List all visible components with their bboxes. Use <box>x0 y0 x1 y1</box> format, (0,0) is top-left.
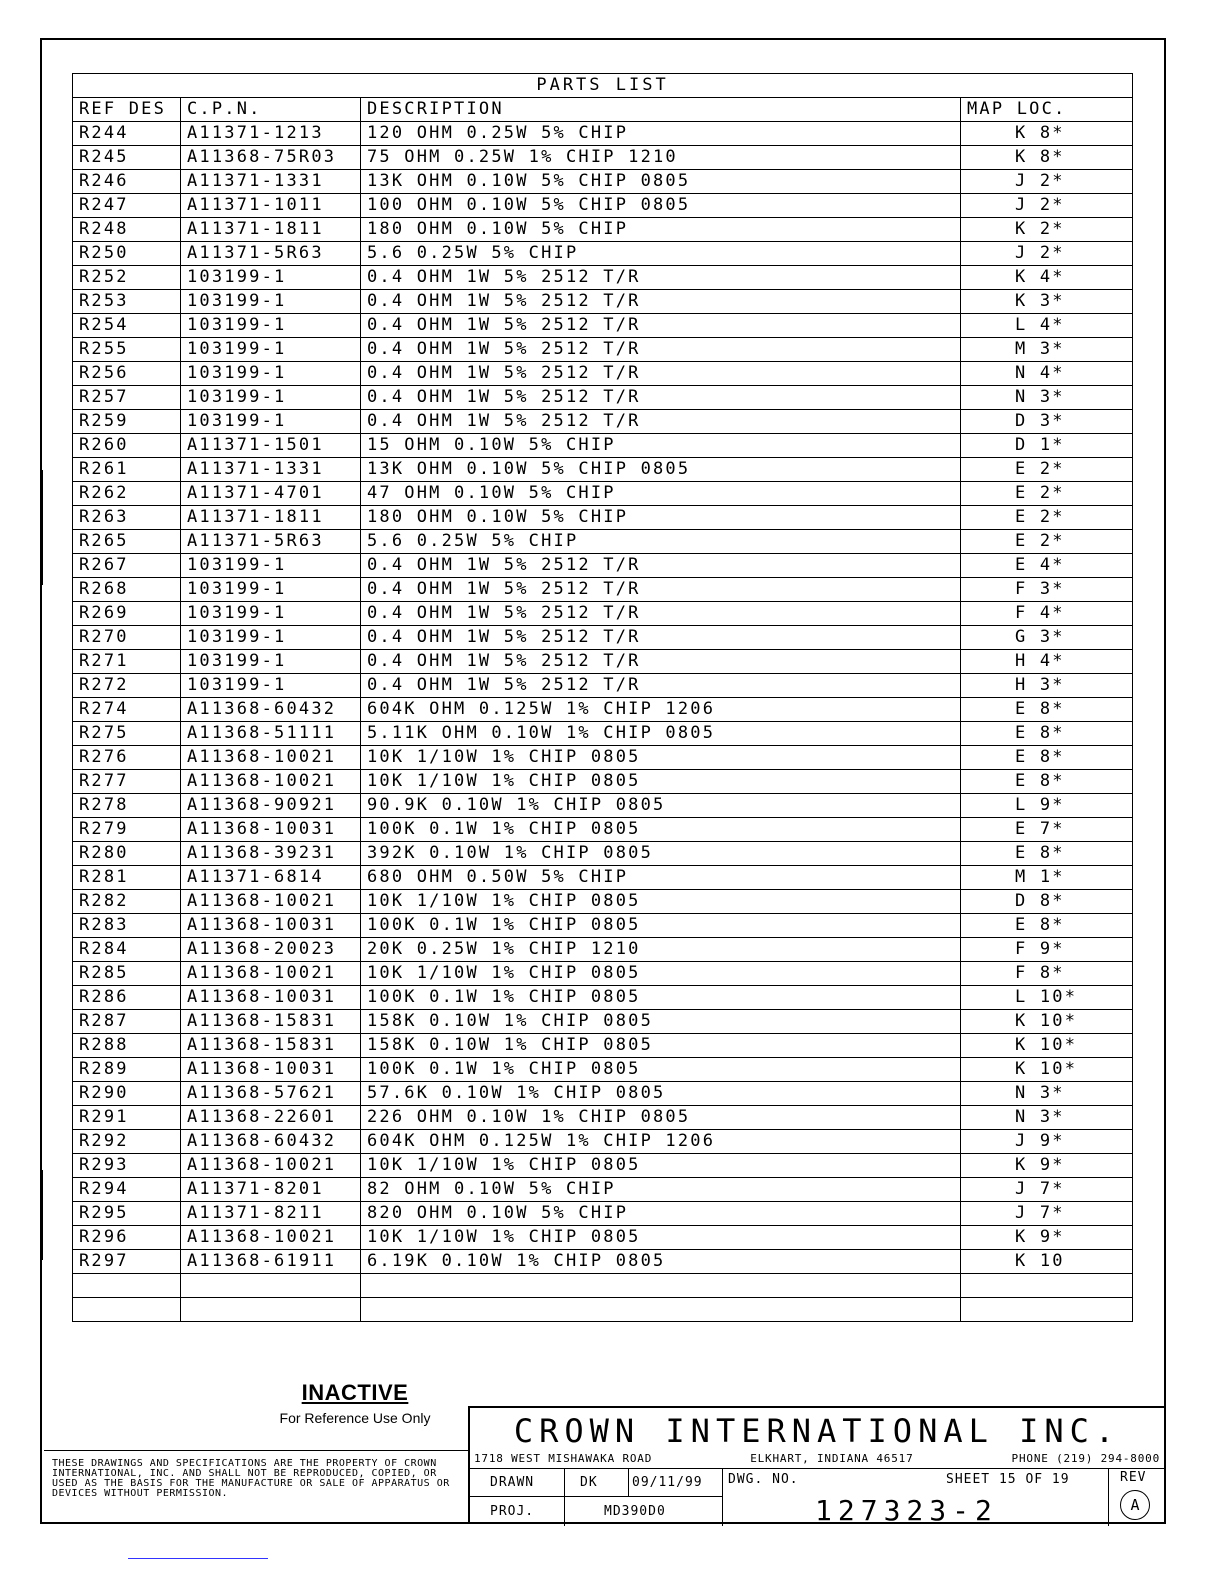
cell-ref-des: R259 <box>73 410 181 434</box>
header-ref-des: REF DES <box>73 98 181 122</box>
cell-cpn: A11368-75R03 <box>181 146 361 170</box>
cell-cpn: A11368-10021 <box>181 746 361 770</box>
cell-map-loc: K 2* <box>961 218 1133 242</box>
cell-cpn: 103199-1 <box>181 578 361 602</box>
inactive-subtitle: For Reference Use Only <box>279 1410 431 1426</box>
cell-ref-des <box>73 1274 181 1298</box>
cell-map-loc: E 8* <box>961 698 1133 722</box>
cell-cpn: A11368-10031 <box>181 818 361 842</box>
cell-description: 10K 1/10W 1% CHIP 0805 <box>361 770 961 794</box>
cell-map-loc: E 2* <box>961 458 1133 482</box>
cell-map-loc: N 4* <box>961 362 1133 386</box>
margin-mark <box>40 1170 43 1260</box>
cell-description: 0.4 OHM 1W 5% 2512 T/R <box>361 578 961 602</box>
table-row <box>73 1202 1133 1226</box>
cell-map-loc: K 3* <box>961 290 1133 314</box>
table-row <box>73 266 1133 290</box>
table-row <box>73 722 1133 746</box>
cell-map-loc: K 10* <box>961 1034 1133 1058</box>
cell-map-loc: E 2* <box>961 506 1133 530</box>
cell-description: 604K OHM 0.125W 1% CHIP 1206 <box>361 1130 961 1154</box>
cell-description: 13K OHM 0.10W 5% CHIP 0805 <box>361 170 961 194</box>
cell-description: 5.11K OHM 0.10W 1% CHIP 0805 <box>361 722 961 746</box>
cell-cpn: A11368-51111 <box>181 722 361 746</box>
cell-ref-des: R275 <box>73 722 181 746</box>
cell-map-loc: H 3* <box>961 674 1133 698</box>
cell-ref-des: R253 <box>73 290 181 314</box>
cell-cpn: 103199-1 <box>181 554 361 578</box>
header-map-loc: MAP LOC. <box>961 98 1133 122</box>
cell-map-loc: N 3* <box>961 386 1133 410</box>
table-row <box>73 194 1133 218</box>
cell-cpn: 103199-1 <box>181 290 361 314</box>
cell-description <box>361 1298 961 1322</box>
cell-description: 57.6K 0.10W 1% CHIP 0805 <box>361 1082 961 1106</box>
table-row <box>73 1250 1133 1274</box>
cell-map-loc: M 3* <box>961 338 1133 362</box>
cell-map-loc: J 7* <box>961 1202 1133 1226</box>
title-block-divider <box>470 1468 1164 1470</box>
cell-ref-des: R280 <box>73 842 181 866</box>
drawing-number: 127323-2 <box>815 1494 998 1527</box>
cell-map-loc: J 2* <box>961 170 1133 194</box>
parts-table-body <box>73 122 1133 1322</box>
cell-description: 5.6 0.25W 5% CHIP <box>361 242 961 266</box>
cell-map-loc: K 4* <box>961 266 1133 290</box>
cell-description: 0.4 OHM 1W 5% 2512 T/R <box>361 650 961 674</box>
cell-ref-des: R282 <box>73 890 181 914</box>
cell-description: 6.19K 0.10W 1% CHIP 0805 <box>361 1250 961 1274</box>
cell-description: 100K 0.1W 1% CHIP 0805 <box>361 818 961 842</box>
title-block-divider <box>564 1468 565 1526</box>
table-row <box>73 1274 1133 1298</box>
cell-cpn: A11371-8211 <box>181 1202 361 1226</box>
table-row <box>73 602 1133 626</box>
inactive-stamp <box>260 1380 450 1426</box>
cell-cpn: 103199-1 <box>181 386 361 410</box>
table-row <box>73 242 1133 266</box>
table-row <box>73 842 1133 866</box>
cell-cpn: A11371-8201 <box>181 1178 361 1202</box>
cell-ref-des: R254 <box>73 314 181 338</box>
table-row <box>73 914 1133 938</box>
cell-ref-des: R291 <box>73 1106 181 1130</box>
cell-description: 0.4 OHM 1W 5% 2512 T/R <box>361 602 961 626</box>
cell-map-loc: J 7* <box>961 1178 1133 1202</box>
cell-cpn: A11371-1501 <box>181 434 361 458</box>
cell-cpn: 103199-1 <box>181 602 361 626</box>
cell-ref-des: R281 <box>73 866 181 890</box>
cell-description: 0.4 OHM 1W 5% 2512 T/R <box>361 338 961 362</box>
cell-cpn: A11368-15831 <box>181 1034 361 1058</box>
disclaimer-text: THESE DRAWINGS AND SPECIFICATIONS ARE THE PROPERTY OF CROWN INTERNATIONAL, INC. AND SHALL NOT BE REPRODUCED, COPIED, OR USED AS THE BASIS FOR THE MANUFACTURE OR SALE OF APPARATUS OR DEVICES WITHOUT PERMISSION. <box>44 1450 468 1524</box>
title-block-divider <box>470 1496 722 1497</box>
proj-label: PROJ. <box>490 1504 535 1519</box>
cell-description: 10K 1/10W 1% CHIP 0805 <box>361 890 961 914</box>
table-row <box>73 794 1133 818</box>
cell-ref-des: R246 <box>73 170 181 194</box>
cell-description: 20K 0.25W 1% CHIP 1210 <box>361 938 961 962</box>
cell-ref-des: R261 <box>73 458 181 482</box>
cell-ref-des: R272 <box>73 674 181 698</box>
proj-value: MD390D0 <box>604 1504 666 1519</box>
cell-cpn: A11371-1331 <box>181 170 361 194</box>
cell-ref-des: R294 <box>73 1178 181 1202</box>
table-row <box>73 626 1133 650</box>
cell-cpn: 103199-1 <box>181 338 361 362</box>
table-row <box>73 866 1133 890</box>
cell-cpn: A11368-57621 <box>181 1082 361 1106</box>
cell-cpn: A11368-10031 <box>181 986 361 1010</box>
cell-ref-des <box>73 1298 181 1322</box>
cell-ref-des: R276 <box>73 746 181 770</box>
cell-map-loc: L 10* <box>961 986 1133 1010</box>
cell-ref-des: R255 <box>73 338 181 362</box>
city-address: ELKHART, INDIANA 46517 <box>750 1452 914 1465</box>
cell-ref-des: R297 <box>73 1250 181 1274</box>
table-row <box>73 1298 1133 1322</box>
table-row <box>73 1082 1133 1106</box>
cell-ref-des: R245 <box>73 146 181 170</box>
cell-map-loc: K 10* <box>961 1058 1133 1082</box>
cell-description: 10K 1/10W 1% CHIP 0805 <box>361 746 961 770</box>
cell-description: 15 OHM 0.10W 5% CHIP <box>361 434 961 458</box>
cell-ref-des: R289 <box>73 1058 181 1082</box>
cell-ref-des: R292 <box>73 1130 181 1154</box>
cell-map-loc: E 7* <box>961 818 1133 842</box>
table-row <box>73 170 1133 194</box>
company-name: CROWN INTERNATIONAL INC. <box>513 1412 1121 1450</box>
cell-map-loc: F 9* <box>961 938 1133 962</box>
footer-line <box>128 1558 268 1559</box>
table-row <box>73 458 1133 482</box>
sheet-number: SHEET 15 OF 19 <box>946 1472 1070 1487</box>
title-block <box>468 1406 1166 1527</box>
cell-description: 100K 0.1W 1% CHIP 0805 <box>361 1058 961 1082</box>
cell-map-loc: K 9* <box>961 1154 1133 1178</box>
cell-ref-des: R263 <box>73 506 181 530</box>
cell-description: 10K 1/10W 1% CHIP 0805 <box>361 1154 961 1178</box>
drawn-date: 09/11/99 <box>632 1475 703 1490</box>
cell-description: 392K 0.10W 1% CHIP 0805 <box>361 842 961 866</box>
cell-ref-des: R247 <box>73 194 181 218</box>
cell-ref-des: R271 <box>73 650 181 674</box>
cell-cpn: A11368-10021 <box>181 770 361 794</box>
cell-map-loc: K 10* <box>961 1010 1133 1034</box>
cell-description: 10K 1/10W 1% CHIP 0805 <box>361 962 961 986</box>
table-row <box>73 890 1133 914</box>
cell-description: 680 OHM 0.50W 5% CHIP <box>361 866 961 890</box>
cell-map-loc <box>961 1274 1133 1298</box>
table-row <box>73 434 1133 458</box>
cell-cpn: A11368-60432 <box>181 698 361 722</box>
cell-map-loc: E 8* <box>961 722 1133 746</box>
cell-description: 120 OHM 0.25W 5% CHIP <box>361 122 961 146</box>
table-row <box>73 218 1133 242</box>
cell-map-loc: J 9* <box>961 1130 1133 1154</box>
cell-map-loc <box>961 1298 1133 1322</box>
table-row <box>73 650 1133 674</box>
cell-cpn: A11368-39231 <box>181 842 361 866</box>
cell-cpn: 103199-1 <box>181 626 361 650</box>
cell-map-loc: K 10 <box>961 1250 1133 1274</box>
cell-map-loc: K 8* <box>961 122 1133 146</box>
title-block-divider <box>1108 1468 1109 1526</box>
cell-ref-des: R252 <box>73 266 181 290</box>
cell-description: 820 OHM 0.10W 5% CHIP <box>361 1202 961 1226</box>
cell-map-loc: F 3* <box>961 578 1133 602</box>
drawn-by: DK <box>580 1475 598 1490</box>
cell-cpn: 103199-1 <box>181 674 361 698</box>
cell-description: 100 OHM 0.10W 5% CHIP 0805 <box>361 194 961 218</box>
cell-map-loc: N 3* <box>961 1082 1133 1106</box>
cell-description <box>361 1274 961 1298</box>
cell-ref-des: R277 <box>73 770 181 794</box>
cell-ref-des: R287 <box>73 1010 181 1034</box>
cell-description: 180 OHM 0.10W 5% CHIP <box>361 506 961 530</box>
cell-ref-des: R250 <box>73 242 181 266</box>
cell-ref-des: R285 <box>73 962 181 986</box>
cell-ref-des: R262 <box>73 482 181 506</box>
rev-label: REV <box>1120 1470 1147 1485</box>
cell-description: 0.4 OHM 1W 5% 2512 T/R <box>361 554 961 578</box>
cell-map-loc: E 2* <box>961 530 1133 554</box>
table-row <box>73 962 1133 986</box>
cell-cpn: A11368-10031 <box>181 914 361 938</box>
cell-ref-des: R269 <box>73 602 181 626</box>
cell-cpn <box>181 1274 361 1298</box>
cell-map-loc: H 4* <box>961 650 1133 674</box>
table-row <box>73 1154 1133 1178</box>
cell-ref-des: R248 <box>73 218 181 242</box>
cell-ref-des: R268 <box>73 578 181 602</box>
cell-map-loc: K 9* <box>961 1226 1133 1250</box>
cell-ref-des: R270 <box>73 626 181 650</box>
cell-cpn: A11368-10021 <box>181 1154 361 1178</box>
cell-map-loc: D 3* <box>961 410 1133 434</box>
table-row <box>73 1130 1133 1154</box>
table-row <box>73 770 1133 794</box>
cell-map-loc: E 8* <box>961 842 1133 866</box>
cell-description: 604K OHM 0.125W 1% CHIP 1206 <box>361 698 961 722</box>
cell-cpn: A11371-6814 <box>181 866 361 890</box>
table-row <box>73 146 1133 170</box>
cell-cpn: A11371-1811 <box>181 218 361 242</box>
cell-description: 0.4 OHM 1W 5% 2512 T/R <box>361 290 961 314</box>
cell-map-loc: G 3* <box>961 626 1133 650</box>
cell-cpn: A11368-10021 <box>181 1226 361 1250</box>
cell-map-loc: L 4* <box>961 314 1133 338</box>
cell-description: 0.4 OHM 1W 5% 2512 T/R <box>361 674 961 698</box>
cell-ref-des: R257 <box>73 386 181 410</box>
cell-description: 0.4 OHM 1W 5% 2512 T/R <box>361 386 961 410</box>
cell-cpn: A11371-5R63 <box>181 242 361 266</box>
table-row <box>73 1034 1133 1058</box>
cell-description: 47 OHM 0.10W 5% CHIP <box>361 482 961 506</box>
table-row <box>73 1226 1133 1250</box>
cell-ref-des: R256 <box>73 362 181 386</box>
cell-ref-des: R288 <box>73 1034 181 1058</box>
title-block-divider <box>628 1468 629 1496</box>
phone-number: PHONE (219) 294-8000 <box>1011 1452 1160 1465</box>
cell-ref-des: R284 <box>73 938 181 962</box>
cell-description: 100K 0.1W 1% CHIP 0805 <box>361 986 961 1010</box>
cell-map-loc: E 2* <box>961 482 1133 506</box>
cell-ref-des: R260 <box>73 434 181 458</box>
cell-ref-des: R286 <box>73 986 181 1010</box>
cell-cpn: A11371-1811 <box>181 506 361 530</box>
table-row <box>73 506 1133 530</box>
table-row <box>73 746 1133 770</box>
cell-ref-des: R265 <box>73 530 181 554</box>
table-row <box>73 1010 1133 1034</box>
cell-cpn: 103199-1 <box>181 650 361 674</box>
cell-description: 0.4 OHM 1W 5% 2512 T/R <box>361 410 961 434</box>
cell-description: 90.9K 0.10W 1% CHIP 0805 <box>361 794 961 818</box>
table-row <box>73 386 1133 410</box>
cell-description: 0.4 OHM 1W 5% 2512 T/R <box>361 314 961 338</box>
table-row <box>73 122 1133 146</box>
table-row <box>73 482 1133 506</box>
cell-cpn: A11371-5R63 <box>181 530 361 554</box>
cell-map-loc: E 8* <box>961 746 1133 770</box>
cell-cpn: 103199-1 <box>181 362 361 386</box>
cell-cpn <box>181 1298 361 1322</box>
cell-cpn: A11368-10021 <box>181 962 361 986</box>
table-title: PARTS LIST <box>73 74 1133 98</box>
cell-ref-des: R283 <box>73 914 181 938</box>
cell-ref-des: R290 <box>73 1082 181 1106</box>
drawn-label: DRAWN <box>490 1475 535 1490</box>
cell-ref-des: R295 <box>73 1202 181 1226</box>
table-row <box>73 338 1133 362</box>
cell-description: 158K 0.10W 1% CHIP 0805 <box>361 1010 961 1034</box>
parts-list-table <box>72 73 1133 1322</box>
cell-ref-des: R293 <box>73 1154 181 1178</box>
cell-ref-des: R274 <box>73 698 181 722</box>
table-row <box>73 1178 1133 1202</box>
cell-description: 0.4 OHM 1W 5% 2512 T/R <box>361 626 961 650</box>
cell-description: 180 OHM 0.10W 5% CHIP <box>361 218 961 242</box>
cell-cpn: A11368-90921 <box>181 794 361 818</box>
cell-description: 13K OHM 0.10W 5% CHIP 0805 <box>361 458 961 482</box>
table-row <box>73 362 1133 386</box>
cell-description: 100K 0.1W 1% CHIP 0805 <box>361 914 961 938</box>
cell-map-loc: D 8* <box>961 890 1133 914</box>
inactive-title: INACTIVE <box>301 1380 409 1405</box>
cell-cpn: A11371-1011 <box>181 194 361 218</box>
cell-cpn: A11368-10031 <box>181 1058 361 1082</box>
cell-map-loc: F 4* <box>961 602 1133 626</box>
cell-map-loc: L 9* <box>961 794 1133 818</box>
header-cpn: C.P.N. <box>181 98 361 122</box>
cell-cpn: A11371-1331 <box>181 458 361 482</box>
cell-cpn: A11368-60432 <box>181 1130 361 1154</box>
cell-description: 82 OHM 0.10W 5% CHIP <box>361 1178 961 1202</box>
cell-description: 5.6 0.25W 5% CHIP <box>361 530 961 554</box>
table-row <box>73 314 1133 338</box>
cell-map-loc: E 8* <box>961 914 1133 938</box>
cell-map-loc: K 8* <box>961 146 1133 170</box>
cell-map-loc: J 2* <box>961 194 1133 218</box>
table-row <box>73 818 1133 842</box>
cell-map-loc: M 1* <box>961 866 1133 890</box>
table-row <box>73 938 1133 962</box>
cell-cpn: A11371-1213 <box>181 122 361 146</box>
cell-description: 0.4 OHM 1W 5% 2512 T/R <box>361 266 961 290</box>
cell-cpn: A11368-61911 <box>181 1250 361 1274</box>
table-row <box>73 674 1133 698</box>
table-row <box>73 530 1133 554</box>
cell-ref-des: R278 <box>73 794 181 818</box>
table-row <box>73 290 1133 314</box>
table-row <box>73 578 1133 602</box>
cell-cpn: A11368-20023 <box>181 938 361 962</box>
cell-map-loc: D 1* <box>961 434 1133 458</box>
cell-cpn: A11368-15831 <box>181 1010 361 1034</box>
table-row <box>73 698 1133 722</box>
cell-map-loc: J 2* <box>961 242 1133 266</box>
cell-ref-des: R244 <box>73 122 181 146</box>
cell-description: 226 OHM 0.10W 1% CHIP 0805 <box>361 1106 961 1130</box>
dwg-no-label: DWG. NO. <box>728 1472 799 1487</box>
header-description: DESCRIPTION <box>361 98 961 122</box>
cell-description: 10K 1/10W 1% CHIP 0805 <box>361 1226 961 1250</box>
cell-cpn: 103199-1 <box>181 266 361 290</box>
company-address <box>474 1452 1160 1465</box>
cell-map-loc: F 8* <box>961 962 1133 986</box>
street-address: 1718 WEST MISHAWAKA ROAD <box>474 1452 653 1465</box>
cell-cpn: 103199-1 <box>181 410 361 434</box>
cell-cpn: A11368-10021 <box>181 890 361 914</box>
cell-cpn: A11368-22601 <box>181 1106 361 1130</box>
cell-ref-des: R267 <box>73 554 181 578</box>
table-row <box>73 986 1133 1010</box>
cell-cpn: 103199-1 <box>181 314 361 338</box>
table-row <box>73 410 1133 434</box>
table-row <box>73 1106 1133 1130</box>
table-row <box>73 1058 1133 1082</box>
cell-description: 0.4 OHM 1W 5% 2512 T/R <box>361 362 961 386</box>
title-block-divider <box>722 1468 723 1526</box>
cell-cpn: A11371-4701 <box>181 482 361 506</box>
cell-ref-des: R296 <box>73 1226 181 1250</box>
rev-value: A <box>1120 1490 1150 1520</box>
table-row <box>73 554 1133 578</box>
cell-map-loc: N 3* <box>961 1106 1133 1130</box>
cell-ref-des: R279 <box>73 818 181 842</box>
cell-description: 158K 0.10W 1% CHIP 0805 <box>361 1034 961 1058</box>
cell-map-loc: E 8* <box>961 770 1133 794</box>
cell-map-loc: E 4* <box>961 554 1133 578</box>
cell-description: 75 OHM 0.25W 1% CHIP 1210 <box>361 146 961 170</box>
margin-mark <box>40 470 43 585</box>
